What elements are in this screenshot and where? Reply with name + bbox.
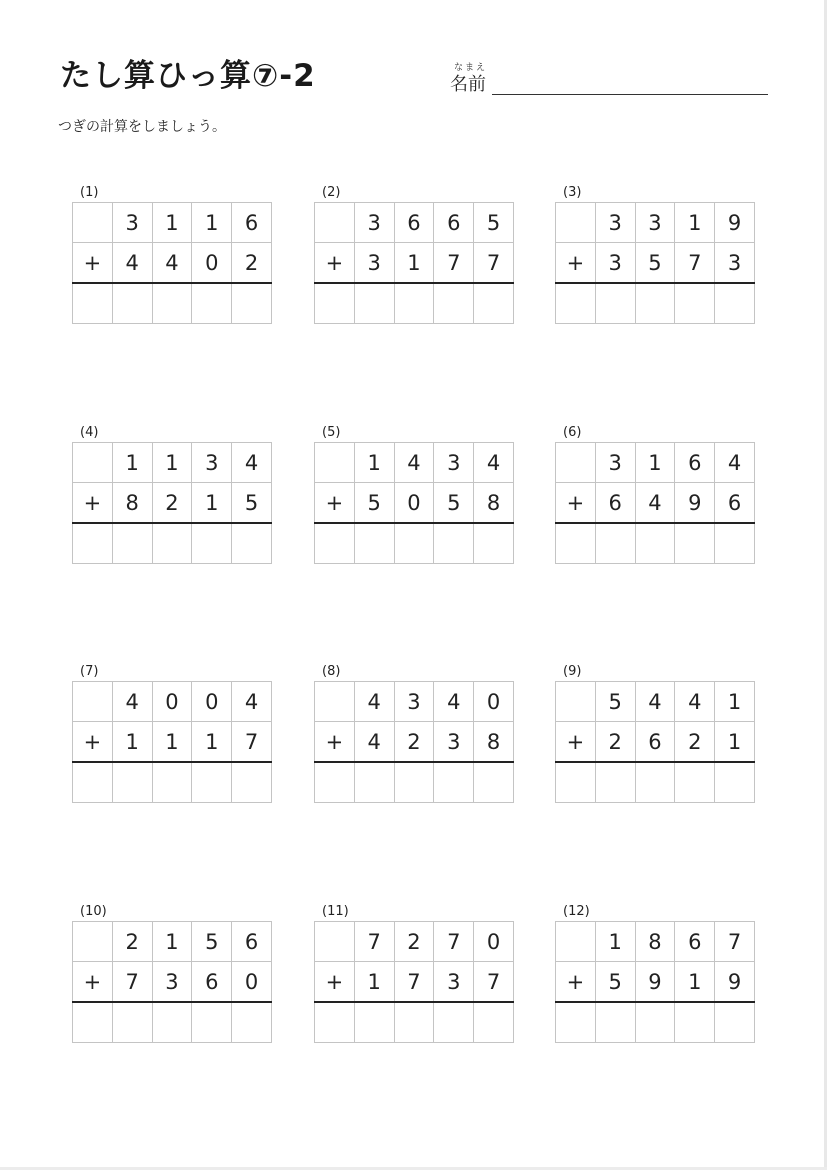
answer-row (315, 1002, 514, 1043)
answer-row (73, 523, 272, 564)
augend-digit: 1 (152, 922, 192, 962)
answer-cell[interactable] (394, 283, 434, 324)
augend-row (73, 203, 272, 243)
addend-digit: 8 (474, 483, 514, 524)
problem-6 (555, 425, 755, 575)
answer-cell[interactable] (474, 523, 514, 564)
answer-row (556, 523, 755, 564)
plus-sign: + (73, 483, 113, 524)
addend-digit: 4 (635, 483, 675, 524)
answer-cell[interactable] (73, 762, 113, 803)
addition-grid (314, 681, 514, 803)
augend-digit: 1 (715, 682, 755, 722)
answer-row (556, 1002, 755, 1043)
answer-cell[interactable] (595, 1002, 635, 1043)
augend-digit: 9 (715, 203, 755, 243)
answer-cell[interactable] (675, 1002, 715, 1043)
augend-row (556, 203, 755, 243)
name-ruby: なまえ (454, 63, 488, 73)
addend-digit: 9 (715, 962, 755, 1003)
plus-sign: + (556, 483, 596, 524)
augend-row (315, 203, 514, 243)
answer-cell[interactable] (192, 762, 232, 803)
answer-cell[interactable] (232, 762, 272, 803)
addend-digit: 2 (675, 722, 715, 763)
problem-number: (10) (80, 904, 107, 919)
augend-digit (315, 682, 355, 722)
addend-digit: 2 (394, 722, 434, 763)
addend-digit: 3 (715, 243, 755, 284)
worksheet-title: たし算ひっ算⑦-2 (60, 58, 316, 94)
augend-digit: 3 (635, 203, 675, 243)
problem-number: (6) (563, 425, 582, 440)
answer-cell[interactable] (474, 762, 514, 803)
addend-digit: 1 (152, 722, 192, 763)
addend-digit: 1 (354, 962, 394, 1003)
augend-digit (556, 443, 596, 483)
addition-grid (314, 921, 514, 1043)
augend-digit: 3 (434, 443, 474, 483)
augend-digit: 4 (112, 682, 152, 722)
answer-cell[interactable] (112, 523, 152, 564)
augend-digit: 0 (192, 682, 232, 722)
augend-digit: 3 (192, 443, 232, 483)
addend-digit: 4 (354, 722, 394, 763)
instruction-text: つぎの計算をしましょう。 (58, 119, 226, 135)
addend-digit: 1 (715, 722, 755, 763)
answer-cell[interactable] (354, 762, 394, 803)
addition-grid (72, 442, 272, 564)
addition-grid (72, 681, 272, 803)
augend-digit: 5 (595, 682, 635, 722)
plus-sign: + (556, 722, 596, 763)
augend-digit: 4 (715, 443, 755, 483)
augend-row (315, 443, 514, 483)
augend-row (73, 682, 272, 722)
augend-digit: 4 (232, 682, 272, 722)
augend-digit: 3 (112, 203, 152, 243)
problem-number: (11) (322, 904, 349, 919)
addend-digit: 3 (354, 243, 394, 284)
addend-digit: 5 (232, 483, 272, 524)
augend-digit: 6 (434, 203, 474, 243)
answer-cell[interactable] (556, 762, 596, 803)
answer-cell[interactable] (394, 523, 434, 564)
addend-digit: 2 (152, 483, 192, 524)
augend-digit: 3 (394, 682, 434, 722)
answer-cell[interactable] (354, 1002, 394, 1043)
answer-row (315, 283, 514, 324)
augend-digit: 4 (675, 682, 715, 722)
answer-cell[interactable] (474, 283, 514, 324)
answer-cell[interactable] (354, 283, 394, 324)
answer-cell[interactable] (434, 283, 474, 324)
plus-sign: + (556, 962, 596, 1003)
addend-row (73, 243, 272, 284)
addend-row (556, 962, 755, 1003)
answer-row (315, 523, 514, 564)
addend-digit: 4 (152, 243, 192, 284)
addend-row (556, 722, 755, 763)
plus-sign: + (73, 243, 113, 284)
augend-digit: 4 (434, 682, 474, 722)
augend-digit: 7 (434, 922, 474, 962)
answer-cell[interactable] (73, 1002, 113, 1043)
augend-digit: 1 (112, 443, 152, 483)
answer-cell[interactable] (556, 1002, 596, 1043)
augend-digit (73, 682, 113, 722)
answer-cell[interactable] (112, 762, 152, 803)
problem-number: (4) (80, 425, 99, 440)
addend-digit: 3 (152, 962, 192, 1003)
addend-digit: 0 (232, 962, 272, 1003)
answer-cell[interactable] (635, 762, 675, 803)
augend-digit (556, 682, 596, 722)
answer-cell[interactable] (112, 283, 152, 324)
problem-number: (2) (322, 185, 341, 200)
addend-digit: 5 (635, 243, 675, 284)
addend-digit: 1 (675, 962, 715, 1003)
addition-grid (72, 921, 272, 1043)
addend-digit: 9 (675, 483, 715, 524)
augend-digit: 1 (635, 443, 675, 483)
addend-row (315, 483, 514, 524)
answer-cell[interactable] (595, 762, 635, 803)
addend-digit: 6 (715, 483, 755, 524)
augend-digit (73, 203, 113, 243)
answer-cell[interactable] (675, 283, 715, 324)
problem-12 (555, 904, 755, 1054)
addition-grid (555, 921, 755, 1043)
addend-digit: 6 (635, 722, 675, 763)
answer-cell[interactable] (715, 762, 755, 803)
problem-3 (555, 185, 755, 335)
answer-cell[interactable] (715, 1002, 755, 1043)
augend-digit: 7 (715, 922, 755, 962)
addend-row (556, 483, 755, 524)
addend-digit: 0 (192, 243, 232, 284)
augend-digit (73, 443, 113, 483)
problem-1 (72, 185, 272, 335)
augend-row (556, 682, 755, 722)
problem-number: (5) (322, 425, 341, 440)
augend-digit: 1 (595, 922, 635, 962)
answer-cell[interactable] (394, 762, 434, 803)
answer-cell[interactable] (715, 523, 755, 564)
answer-cell[interactable] (635, 283, 675, 324)
addend-digit: 7 (394, 962, 434, 1003)
addend-digit: 1 (112, 722, 152, 763)
augend-row (73, 922, 272, 962)
augend-digit: 5 (474, 203, 514, 243)
augend-digit: 6 (232, 203, 272, 243)
answer-cell[interactable] (354, 523, 394, 564)
augend-digit: 3 (595, 203, 635, 243)
answer-cell[interactable] (474, 1002, 514, 1043)
addition-grid (555, 202, 755, 324)
addend-row (73, 962, 272, 1003)
addend-digit: 9 (635, 962, 675, 1003)
name-label: 名前 (450, 74, 486, 95)
answer-cell[interactable] (315, 762, 355, 803)
answer-cell[interactable] (152, 762, 192, 803)
addend-row (73, 722, 272, 763)
answer-row (73, 1002, 272, 1043)
augend-digit (73, 922, 113, 962)
augend-digit: 4 (635, 682, 675, 722)
augend-digit (315, 203, 355, 243)
addend-digit: 2 (595, 722, 635, 763)
answer-row (556, 762, 755, 803)
augend-row (556, 443, 755, 483)
addend-digit: 7 (474, 962, 514, 1003)
addend-row (556, 243, 755, 284)
augend-digit: 8 (635, 922, 675, 962)
plus-sign: + (315, 483, 355, 524)
addend-digit: 8 (112, 483, 152, 524)
addend-digit: 0 (394, 483, 434, 524)
answer-cell[interactable] (315, 523, 355, 564)
augend-digit: 1 (354, 443, 394, 483)
answer-cell[interactable] (112, 1002, 152, 1043)
augend-digit: 6 (394, 203, 434, 243)
augend-digit: 5 (192, 922, 232, 962)
answer-cell[interactable] (232, 1002, 272, 1043)
augend-digit (315, 922, 355, 962)
answer-cell[interactable] (556, 523, 596, 564)
answer-cell[interactable] (152, 283, 192, 324)
addition-grid (72, 202, 272, 324)
problem-11 (314, 904, 514, 1054)
problem-4 (72, 425, 272, 575)
augend-digit: 1 (152, 443, 192, 483)
answer-cell[interactable] (73, 523, 113, 564)
answer-cell[interactable] (73, 283, 113, 324)
augend-digit: 3 (595, 443, 635, 483)
answer-row (73, 762, 272, 803)
answer-cell[interactable] (434, 523, 474, 564)
answer-cell[interactable] (434, 762, 474, 803)
augend-row (315, 922, 514, 962)
answer-cell[interactable] (152, 523, 192, 564)
plus-sign: + (315, 722, 355, 763)
augend-digit: 1 (675, 203, 715, 243)
augend-row (315, 682, 514, 722)
addend-digit: 8 (474, 722, 514, 763)
augend-digit: 3 (354, 203, 394, 243)
answer-cell[interactable] (192, 523, 232, 564)
problem-5 (314, 425, 514, 575)
addend-digit: 2 (232, 243, 272, 284)
addend-digit: 6 (192, 962, 232, 1003)
addend-digit: 7 (474, 243, 514, 284)
answer-cell[interactable] (715, 283, 755, 324)
augend-digit: 0 (152, 682, 192, 722)
addend-digit: 5 (595, 962, 635, 1003)
augend-digit: 0 (474, 922, 514, 962)
plus-sign: + (315, 243, 355, 284)
addend-digit: 5 (354, 483, 394, 524)
addend-row (315, 962, 514, 1003)
problem-number: (9) (563, 664, 582, 679)
augend-digit (556, 203, 596, 243)
augend-digit: 6 (675, 443, 715, 483)
augend-digit: 0 (474, 682, 514, 722)
addend-digit: 1 (192, 483, 232, 524)
augend-digit (315, 443, 355, 483)
augend-digit: 4 (394, 443, 434, 483)
augend-digit: 4 (474, 443, 514, 483)
answer-cell[interactable] (675, 762, 715, 803)
answer-cell[interactable] (635, 523, 675, 564)
plus-sign: + (73, 722, 113, 763)
answer-cell[interactable] (152, 1002, 192, 1043)
augend-row (556, 922, 755, 962)
addend-row (315, 243, 514, 284)
addend-digit: 7 (675, 243, 715, 284)
addend-digit: 7 (112, 962, 152, 1003)
addend-digit: 5 (434, 483, 474, 524)
addend-digit: 4 (112, 243, 152, 284)
addend-digit: 3 (434, 962, 474, 1003)
answer-cell[interactable] (315, 283, 355, 324)
addition-grid (555, 681, 755, 803)
addend-row (73, 483, 272, 524)
augend-digit: 6 (232, 922, 272, 962)
answer-cell[interactable] (232, 283, 272, 324)
problem-9 (555, 664, 755, 814)
problem-number: (12) (563, 904, 590, 919)
addend-digit: 3 (595, 243, 635, 284)
addend-digit: 6 (595, 483, 635, 524)
problem-10 (72, 904, 272, 1054)
problem-2 (314, 185, 514, 335)
answer-row (73, 283, 272, 324)
answer-row (315, 762, 514, 803)
answer-cell[interactable] (595, 283, 635, 324)
addition-grid (314, 202, 514, 324)
answer-cell[interactable] (192, 1002, 232, 1043)
problem-8 (314, 664, 514, 814)
addition-grid (555, 442, 755, 564)
answer-cell[interactable] (675, 523, 715, 564)
plus-sign: + (556, 243, 596, 284)
plus-sign: + (315, 962, 355, 1003)
addend-row (315, 722, 514, 763)
addend-digit: 1 (192, 722, 232, 763)
answer-cell[interactable] (394, 1002, 434, 1043)
answer-cell[interactable] (434, 1002, 474, 1043)
augend-digit: 1 (192, 203, 232, 243)
augend-digit: 6 (675, 922, 715, 962)
augend-digit: 2 (112, 922, 152, 962)
addend-digit: 3 (434, 722, 474, 763)
addend-digit: 7 (434, 243, 474, 284)
answer-row (556, 283, 755, 324)
plus-sign: + (73, 962, 113, 1003)
addition-grid (314, 442, 514, 564)
addend-digit: 1 (394, 243, 434, 284)
augend-digit: 4 (232, 443, 272, 483)
augend-digit (556, 922, 596, 962)
problem-number: (7) (80, 664, 99, 679)
answer-cell[interactable] (595, 523, 635, 564)
augend-digit: 1 (152, 203, 192, 243)
answer-cell[interactable] (232, 523, 272, 564)
problem-7 (72, 664, 272, 814)
problem-number: (1) (80, 185, 99, 200)
answer-cell[interactable] (556, 283, 596, 324)
answer-cell[interactable] (192, 283, 232, 324)
addend-digit: 7 (232, 722, 272, 763)
problem-number: (3) (563, 185, 582, 200)
augend-digit: 7 (354, 922, 394, 962)
augend-digit: 2 (394, 922, 434, 962)
problem-number: (8) (322, 664, 341, 679)
augend-digit: 4 (354, 682, 394, 722)
answer-cell[interactable] (635, 1002, 675, 1043)
augend-row (73, 443, 272, 483)
answer-cell[interactable] (315, 1002, 355, 1043)
